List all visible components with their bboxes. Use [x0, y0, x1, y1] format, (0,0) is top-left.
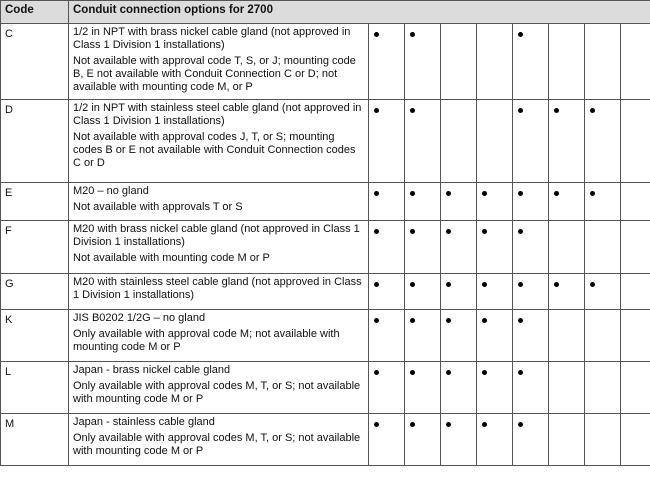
- availability-cell: [369, 183, 405, 221]
- availability-dot-icon: [554, 191, 559, 196]
- row-code: F: [1, 221, 69, 274]
- availability-cell: [441, 362, 477, 414]
- availability-cell: [369, 274, 405, 310]
- availability-cell: [405, 310, 441, 362]
- availability-cell: [549, 24, 585, 100]
- availability-dot-icon: [410, 370, 415, 375]
- description-line: M20 – no gland: [73, 185, 149, 197]
- availability-dot-icon: [410, 108, 415, 113]
- availability-cell: [513, 310, 549, 362]
- availability-cell: [369, 310, 405, 362]
- availability-dot-icon: [410, 282, 415, 287]
- availability-dot-icon: [482, 318, 487, 323]
- availability-cell: [369, 414, 405, 466]
- availability-cell: [621, 414, 650, 466]
- row-code: K: [1, 310, 69, 362]
- table-row: [1, 221, 650, 274]
- availability-cell: [441, 310, 477, 362]
- availability-cell: [441, 183, 477, 221]
- description-line: Not available with mounting code M or P: [73, 252, 270, 264]
- availability-dot-icon: [482, 191, 487, 196]
- availability-dot-icon: [446, 229, 451, 234]
- availability-cell: [513, 221, 549, 274]
- availability-dot-icon: [410, 191, 415, 196]
- availability-cell: [477, 414, 513, 466]
- availability-dot-icon: [410, 32, 415, 37]
- availability-dot-icon: [446, 191, 451, 196]
- row-description: [69, 362, 369, 414]
- availability-cell: [585, 414, 621, 466]
- availability-cell: [405, 24, 441, 100]
- availability-dot-icon: [410, 318, 415, 323]
- description-line: JIS B0202 1/2G – no gland: [73, 312, 206, 324]
- availability-cell: [405, 100, 441, 183]
- row-code: D: [1, 100, 69, 183]
- availability-cell: [369, 221, 405, 274]
- availability-dot-icon: [374, 422, 379, 427]
- availability-cell: [369, 362, 405, 414]
- availability-cell: [621, 274, 650, 310]
- availability-dot-icon: [554, 108, 559, 113]
- table-row: [1, 274, 650, 310]
- availability-cell: [621, 24, 650, 100]
- table-row: [1, 310, 650, 362]
- availability-dot-icon: [374, 108, 379, 113]
- availability-dot-icon: [518, 108, 523, 113]
- description-header: Conduit connection options for 2700: [69, 1, 650, 24]
- availability-dot-icon: [482, 282, 487, 287]
- table-row: [1, 414, 650, 466]
- description-line: Only available with approval codes M, T, or S; not available with mounting code M or P: [73, 432, 361, 457]
- availability-dot-icon: [590, 108, 595, 113]
- availability-dot-icon: [374, 370, 379, 375]
- availability-cell: [405, 362, 441, 414]
- description-line: Japan - brass nickel cable gland: [73, 364, 231, 376]
- table-row: [1, 100, 650, 183]
- availability-cell: [477, 362, 513, 414]
- availability-cell: [477, 274, 513, 310]
- availability-dot-icon: [518, 191, 523, 196]
- row-code: G: [1, 274, 69, 310]
- availability-cell: [405, 414, 441, 466]
- availability-cell: [369, 100, 405, 183]
- availability-cell: [549, 310, 585, 362]
- description-line: Not available with approvals T or S: [73, 201, 243, 213]
- availability-dot-icon: [518, 422, 523, 427]
- row-description: [69, 24, 369, 100]
- availability-dot-icon: [518, 229, 523, 234]
- availability-cell: [585, 274, 621, 310]
- description-line: 1/2 in NPT with stainless steel cable gland (not approved in Class 1 Division 1 installations): [73, 102, 362, 127]
- availability-cell: [549, 274, 585, 310]
- row-code: M: [1, 414, 69, 466]
- availability-dot-icon: [374, 32, 379, 37]
- availability-cell: [477, 100, 513, 183]
- availability-cell: [513, 274, 549, 310]
- availability-cell: [405, 221, 441, 274]
- availability-cell: [477, 183, 513, 221]
- availability-cell: [405, 274, 441, 310]
- availability-cell: [513, 183, 549, 221]
- availability-cell: [405, 183, 441, 221]
- table-row: [1, 24, 650, 100]
- availability-cell: [621, 221, 650, 274]
- availability-dot-icon: [590, 191, 595, 196]
- availability-dot-icon: [446, 318, 451, 323]
- availability-cell: [585, 362, 621, 414]
- description-line: M20 with stainless steel cable gland (not approved in Class 1 Division 1 installations): [73, 276, 362, 301]
- availability-cell: [513, 100, 549, 183]
- row-code: C: [1, 24, 69, 100]
- availability-dot-icon: [446, 370, 451, 375]
- availability-cell: [549, 100, 585, 183]
- availability-cell: [441, 100, 477, 183]
- row-description: [69, 274, 369, 310]
- description-line: Only available with approval code M; not available with mounting code M or P: [73, 328, 340, 353]
- row-description: [69, 221, 369, 274]
- availability-cell: [621, 310, 650, 362]
- description-line: Not available with approval code T, S, or J; mounting code B, E not available with Conduit Connection C or D; not available with mounting code M, or P: [73, 55, 356, 93]
- availability-cell: [621, 362, 650, 414]
- availability-dot-icon: [446, 282, 451, 287]
- availability-dot-icon: [374, 191, 379, 196]
- header-row: [1, 1, 650, 24]
- availability-cell: [621, 100, 650, 183]
- availability-cell: [369, 24, 405, 100]
- description-line: Japan - stainless cable gland: [73, 416, 215, 428]
- availability-cell: [585, 183, 621, 221]
- availability-cell: [585, 221, 621, 274]
- availability-dot-icon: [482, 229, 487, 234]
- availability-dot-icon: [374, 282, 379, 287]
- availability-cell: [477, 221, 513, 274]
- row-description: [69, 310, 369, 362]
- description-line: M20 with brass nickel cable gland (not approved in Class 1 Division 1 installations): [73, 223, 360, 248]
- availability-dot-icon: [554, 282, 559, 287]
- description-line: 1/2 in NPT with brass nickel cable gland (not approved in Class 1 Division 1 installations): [73, 26, 351, 51]
- row-description: [69, 183, 369, 221]
- availability-cell: [441, 274, 477, 310]
- availability-cell: [513, 414, 549, 466]
- availability-dot-icon: [518, 370, 523, 375]
- availability-dot-icon: [518, 32, 523, 37]
- availability-cell: [477, 310, 513, 362]
- availability-dot-icon: [446, 422, 451, 427]
- availability-cell: [585, 100, 621, 183]
- description-line: Not available with approval codes J, T, or S; mounting codes B or E not available with Conduit Connection codes C or D: [73, 131, 356, 169]
- availability-dot-icon: [410, 229, 415, 234]
- availability-cell: [585, 310, 621, 362]
- availability-dot-icon: [374, 229, 379, 234]
- row-description: [69, 100, 369, 183]
- row-code: L: [1, 362, 69, 414]
- availability-dot-icon: [482, 370, 487, 375]
- availability-cell: [441, 221, 477, 274]
- availability-cell: [513, 24, 549, 100]
- availability-cell: [621, 183, 650, 221]
- availability-cell: [549, 221, 585, 274]
- availability-dot-icon: [410, 422, 415, 427]
- availability-dot-icon: [374, 318, 379, 323]
- availability-dot-icon: [518, 318, 523, 323]
- availability-dot-icon: [590, 282, 595, 287]
- table-row: [1, 183, 650, 221]
- row-code: E: [1, 183, 69, 221]
- availability-dot-icon: [482, 422, 487, 427]
- availability-cell: [549, 183, 585, 221]
- availability-cell: [513, 362, 549, 414]
- availability-cell: [441, 414, 477, 466]
- table-row: [1, 362, 650, 414]
- table-body: [1, 24, 650, 466]
- availability-cell: [549, 414, 585, 466]
- description-line: Only available with approval codes M, T, or S; not available with mounting code M or P: [73, 380, 361, 405]
- availability-cell: [441, 24, 477, 100]
- availability-cell: [549, 362, 585, 414]
- availability-cell: [585, 24, 621, 100]
- availability-cell: [477, 24, 513, 100]
- code-header: Code: [1, 1, 69, 24]
- availability-dot-icon: [518, 282, 523, 287]
- row-description: [69, 414, 369, 466]
